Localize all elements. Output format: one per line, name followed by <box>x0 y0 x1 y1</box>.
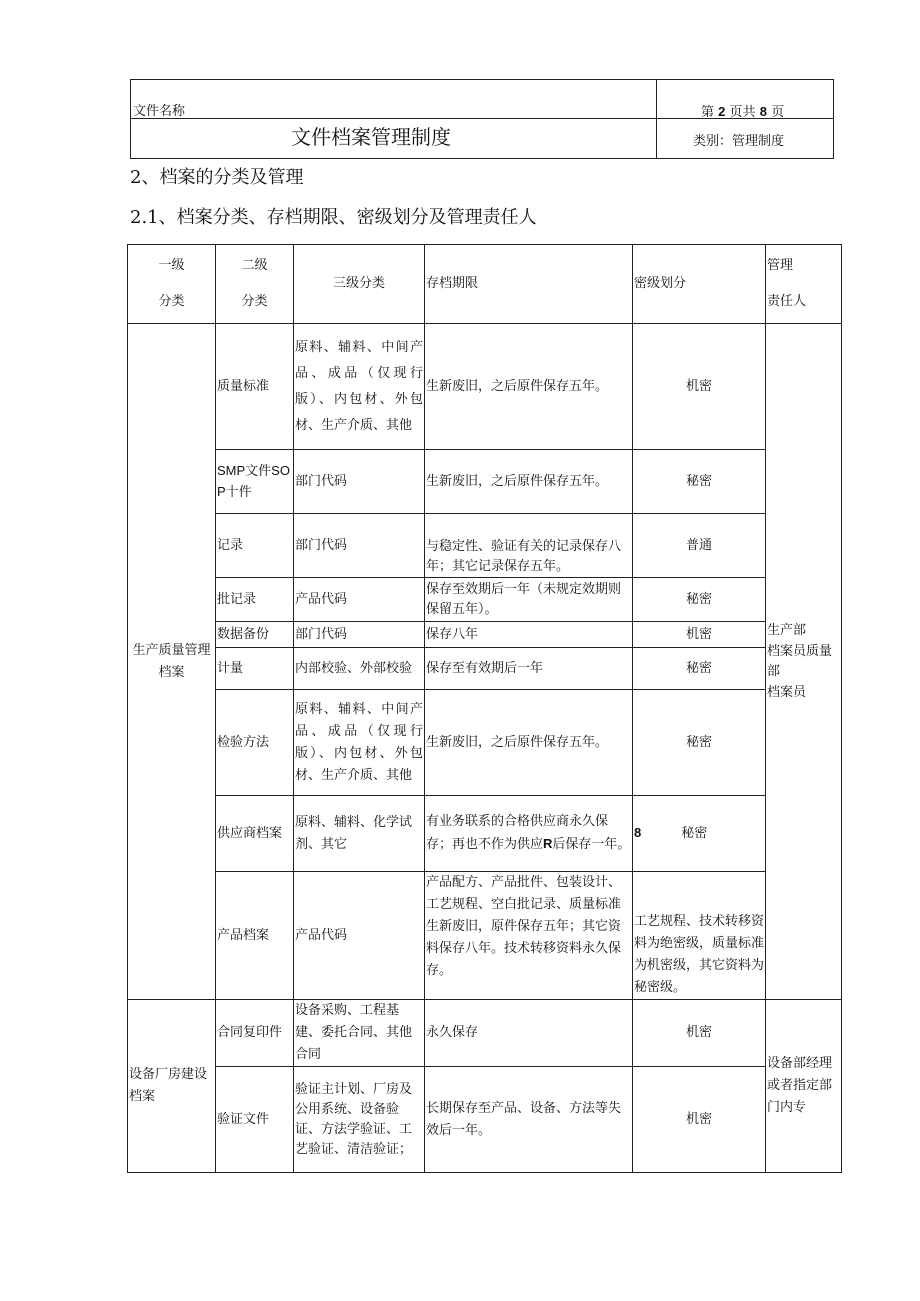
header-level2: 二级 分类 <box>216 245 294 324</box>
cell-l2: 产品档案 <box>216 872 294 1000</box>
table-header-row <box>128 245 842 324</box>
table-row <box>128 796 842 872</box>
cell-secrecy: 普通 <box>633 514 766 578</box>
header-owner: 管理 责任人 <box>766 245 842 324</box>
table-row <box>128 1067 842 1173</box>
cell-l2: 质量标准 <box>216 324 294 450</box>
group-production-quality: 生产质量管理档案 <box>128 324 216 1000</box>
owner-line: 档案员 <box>767 684 807 700</box>
cell-l3: 验证主计划、厂房及公用系统、设备验证、方法学验证、工艺验证、清洁验证； <box>294 1067 425 1173</box>
cell-retention: 保存至有效期后一年 <box>425 648 633 690</box>
document-title: 文件档案管理制度 <box>291 125 451 149</box>
table-row <box>128 324 842 450</box>
cell-secrecy: 秘密 <box>633 450 766 514</box>
cell-secrecy: 机密 <box>633 324 766 450</box>
cell-l2: 验证文件 <box>216 1067 294 1173</box>
cell-secrecy: 秘密 <box>633 690 766 796</box>
cell-secrecy: 工艺规程、技术转移资料为绝密级，质量标准为机密级，其它资料为秘密级。 <box>633 872 766 1000</box>
cell-secrecy: 秘密 <box>633 648 766 690</box>
cell-l3: 设备采购、工程基建、委托合同、其他合同 <box>294 1000 425 1067</box>
owner-line: 生产部 <box>767 622 807 638</box>
cell-retention: 与稳定性、验证有关的记录保存八年；其它记录保存五年。 <box>425 514 633 578</box>
group-equipment-building: 设备厂房建设档案 <box>128 1000 216 1173</box>
cell-l3: 原料、辅料、中间产品、成品（仅现行版）、内包材、外包材、生产介质、其他 <box>294 324 425 450</box>
cell-secrecy: 机密 <box>633 1067 766 1173</box>
cell-secrecy: 8 秘密 <box>633 796 766 872</box>
cell-l3: 原料、辅料、中间产品、成品（仅现行版）、内包材、外包材、生产介质、其他 <box>294 690 425 796</box>
table-row <box>128 690 842 796</box>
cell-l3: 部门代码 <box>294 514 425 578</box>
cell-retention: 保存至效期后一年（未规定效期则保留五年）。 <box>425 578 633 622</box>
cell-l3: 产品代码 <box>294 872 425 1000</box>
cell-retention: 保存八年 <box>425 622 633 648</box>
cell-l3: 内部校验、外部校验 <box>294 648 425 690</box>
cell-l3: 部门代码 <box>294 450 425 514</box>
section-heading: 2、档案的分类及管理 <box>130 167 304 188</box>
cell-l2: 批记录 <box>216 578 294 622</box>
cell-l2: 记录 <box>216 514 294 578</box>
table-row <box>128 622 842 648</box>
cell-l3: 产品代码 <box>294 578 425 622</box>
file-name-label: 文件名称 <box>133 104 186 119</box>
header-secrecy: 密级划分 <box>633 245 766 324</box>
cell-retention: 有业务联系的合格供应商永久保存；再也不作为供应R后保存一年。 <box>425 796 633 872</box>
cell-retention: 生新废旧，之后原件保存五年。 <box>425 324 633 450</box>
page-number: 第 2 页共 8 页 <box>701 104 785 120</box>
header-level1: 一级 分类 <box>128 245 216 324</box>
header-retention: 存档期限 <box>425 245 633 324</box>
cell-retention: 生新废旧，之后原件保存五年。 <box>425 450 633 514</box>
table-row <box>128 1000 842 1067</box>
cell-retention: 产品配方、产品批件、包装设计、工艺规程、空白批记录、质量标准生新废旧，原件保存五年；其它资料保存八年。技术转移资料永久保存。 <box>425 872 633 1000</box>
document-category: 类别：管理制度 <box>693 134 785 149</box>
document-header <box>130 79 834 159</box>
cell-retention: 生新废旧，之后原件保存五年。 <box>425 690 633 796</box>
table-row <box>128 872 842 1000</box>
cell-retention: 长期保存至产品、设备、方法等失效后一年。 <box>425 1067 633 1173</box>
header-divider <box>656 80 657 158</box>
archive-classification-table <box>127 244 842 1173</box>
cell-l2: SMP文件SOP十件 <box>216 450 294 514</box>
subsection-heading: 2.1、档案分类、存档期限、密级划分及管理责任人 <box>130 207 537 228</box>
cell-l3: 部门代码 <box>294 622 425 648</box>
table-row <box>128 514 842 578</box>
cell-l2: 检验方法 <box>216 690 294 796</box>
cell-l2: 数据备份 <box>216 622 294 648</box>
owner-line: 档案员质量部 <box>767 643 833 679</box>
group-production-owner <box>766 324 842 1000</box>
cell-l2: 合同复印件 <box>216 1000 294 1067</box>
table-row <box>128 648 842 690</box>
table-row <box>128 450 842 514</box>
cell-secrecy: 机密 <box>633 622 766 648</box>
cell-secrecy: 秘密 <box>633 578 766 622</box>
table-row <box>128 578 842 622</box>
cell-l3: 原料、辅料、化学试剂、其它 <box>294 796 425 872</box>
cell-l2: 计量 <box>216 648 294 690</box>
cell-l2: 供应商档案 <box>216 796 294 872</box>
header-level3: 三级分类 <box>294 245 425 324</box>
cell-retention: 永久保存 <box>425 1000 633 1067</box>
group-equipment-owner: 设备部经理或者指定部门内专 <box>766 1000 842 1173</box>
cell-secrecy: 机密 <box>633 1000 766 1067</box>
